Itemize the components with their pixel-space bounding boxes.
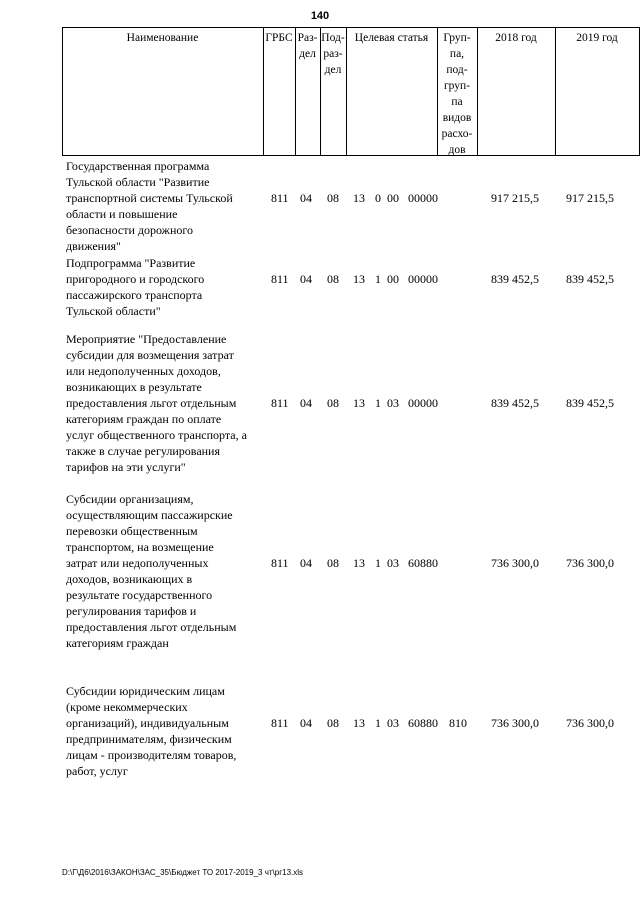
col-divider [62, 27, 63, 156]
cell-razdel: 04 [300, 716, 312, 730]
cell-podrazdel: 08 [327, 191, 339, 205]
row-name-line: безопасности дорожного [66, 223, 194, 237]
col-divider [555, 27, 556, 156]
row-name-line: услуг общественного транспорта, а [66, 428, 247, 442]
cell-grbs: 811 [271, 272, 289, 286]
header-group-line: дов [448, 144, 466, 156]
cell-podrazdel: 08 [327, 396, 339, 410]
row-name-line: работ, услуг [66, 764, 128, 778]
cell-grbs: 811 [271, 716, 289, 730]
cell-target-subprogram: 0 [375, 191, 381, 205]
header-grbs: ГРБС [265, 32, 293, 44]
row-name-line: области и повышение [66, 207, 178, 221]
row-name-line: пригородного и городского [66, 272, 205, 286]
row-name-line: организаций), индивидуальным [66, 716, 229, 730]
col-divider [477, 27, 478, 156]
row-name-line: (кроме некоммерческих [66, 700, 188, 714]
row-name-line: тарифов на эти услуги" [66, 460, 186, 474]
row-name-line: транспортной системы Тульской [66, 191, 233, 205]
file-path-footer: D:\Г\Д6\2016\ЗАКОН\ЗАС_35\Бюджет ТО 2017-2019_3 чт\рг13.xls [62, 868, 304, 877]
cell-razdel: 04 [300, 556, 312, 570]
cell-podrazdel: 08 [327, 716, 339, 730]
row-name-line: Тульской области "Развитие [66, 175, 210, 189]
cell-razdel: 04 [300, 272, 312, 286]
cell-2019: 839 452,5 [566, 272, 614, 286]
row-name-line: возникающих в результате [66, 380, 202, 394]
row-name-line: перевозки общественным [66, 524, 198, 538]
row-name-line: регулирования тарифов и [66, 604, 197, 618]
row-name-line: Тульской области" [66, 304, 161, 318]
header-top-border [62, 27, 640, 28]
header-podrazdel-line: Под- [321, 32, 345, 44]
row-name [66, 158, 266, 254]
cell-target-program: 13 [353, 716, 365, 730]
cell-podrazdel: 08 [327, 272, 339, 286]
cell-2018: 736 300,0 [491, 716, 539, 730]
cell-2018: 839 452,5 [491, 396, 539, 410]
header-razdel-line: Раз- [297, 32, 318, 44]
header-name: Наименование [126, 32, 199, 44]
row-name-line: пассажирского транспорта [66, 288, 203, 302]
cell-grbs: 811 [271, 191, 289, 205]
row-name [66, 255, 266, 319]
col-divider [346, 27, 347, 156]
header-group-line: расхо- [441, 128, 473, 140]
cell-target-event: 00 [387, 191, 399, 205]
cell-razdel: 04 [300, 191, 312, 205]
row-name-line: лицам - производителям товаров, [66, 748, 237, 762]
cell-target-program: 13 [353, 396, 365, 410]
row-name-line: Подпрограмма "Развитие [66, 256, 196, 270]
header-2019: 2019 год [576, 32, 618, 44]
header-group-line: видов [442, 112, 472, 124]
row-name-line: Субсидии организациям, [66, 492, 194, 506]
cell-target-direction: 60880 [408, 556, 438, 570]
header-group-line: па [451, 96, 463, 108]
row-name-line: предоставления льгот отдельным [66, 620, 237, 634]
row-name-line: предпринимателям, физическим [66, 732, 232, 746]
row-name [66, 491, 266, 651]
cell-grbs: 811 [271, 556, 289, 570]
header-target: Целевая статья [354, 32, 429, 44]
cell-target-event: 03 [387, 396, 399, 410]
cell-target-subprogram: 1 [375, 716, 381, 730]
row-name [66, 683, 266, 779]
header-group-line: па, [449, 48, 465, 60]
row-name-line: категориям граждан [66, 636, 169, 650]
cell-grbs: 811 [271, 396, 289, 410]
cell-2019: 839 452,5 [566, 396, 614, 410]
row-name-line: субсидии для возмещения затрат [66, 348, 234, 362]
cell-target-direction: 00000 [408, 191, 438, 205]
row-name-line: результате государственного [66, 588, 213, 602]
row-name-line: движения" [66, 239, 121, 253]
cell-target-program: 13 [353, 272, 365, 286]
row-name-line: или недополученных доходов, [66, 364, 221, 378]
header-group-line: груп- [443, 80, 471, 92]
table-header [0, 0, 640, 160]
row-name-line: предоставления льгот отдельным [66, 396, 237, 410]
row-name-line: доходов, возникающих в [66, 572, 193, 586]
cell-2019: 917 215,5 [566, 191, 614, 205]
cell-target-subprogram: 1 [375, 272, 381, 286]
row-name-line: категориям граждан по оплате [66, 412, 222, 426]
cell-target-event: 03 [387, 556, 399, 570]
cell-razdel: 04 [300, 396, 312, 410]
row-name-line: осуществляющим пассажирские [66, 508, 233, 522]
cell-2019: 736 300,0 [566, 716, 614, 730]
row-name-line: Государственная программа [66, 159, 210, 173]
cell-target-subprogram: 1 [375, 556, 381, 570]
header-podrazdel [320, 30, 346, 78]
cell-target-program: 13 [353, 556, 365, 570]
cell-target-program: 13 [353, 191, 365, 205]
row-name-line: транспортом, на возмещение [66, 540, 214, 554]
header-group-line: Груп- [443, 32, 471, 44]
header-bottom-border [62, 155, 640, 156]
header-group [437, 30, 477, 158]
cell-target-direction: 00000 [408, 396, 438, 410]
row-name-line: Субсидии юридическим лицам [66, 684, 225, 698]
cell-2018: 917 215,5 [491, 191, 539, 205]
row-name-line: Мероприятие "Предоставление [66, 332, 227, 346]
cell-podrazdel: 08 [327, 556, 339, 570]
col-divider [263, 27, 264, 156]
header-podrazdel-line: дел [324, 64, 342, 76]
header-razdel [295, 30, 320, 62]
header-2018: 2018 год [495, 32, 537, 44]
cell-target-event: 00 [387, 272, 399, 286]
row-name-line: также в случае регулирования [66, 444, 221, 458]
header-podrazdel-line: раз- [323, 48, 343, 60]
cell-2018: 839 452,5 [491, 272, 539, 286]
cell-2018: 736 300,0 [491, 556, 539, 570]
row-name-line: затрат или недополученных [66, 556, 209, 570]
cell-target-direction: 00000 [408, 272, 438, 286]
row-name [66, 331, 266, 475]
cell-2019: 736 300,0 [566, 556, 614, 570]
header-group-line: под- [446, 64, 468, 76]
cell-target-event: 03 [387, 716, 399, 730]
cell-target-subprogram: 1 [375, 396, 381, 410]
header-razdel-line: дел [299, 48, 316, 60]
page-number: 140 [310, 10, 330, 22]
cell-expense-group: 810 [449, 716, 467, 730]
cell-target-direction: 60880 [408, 716, 438, 730]
